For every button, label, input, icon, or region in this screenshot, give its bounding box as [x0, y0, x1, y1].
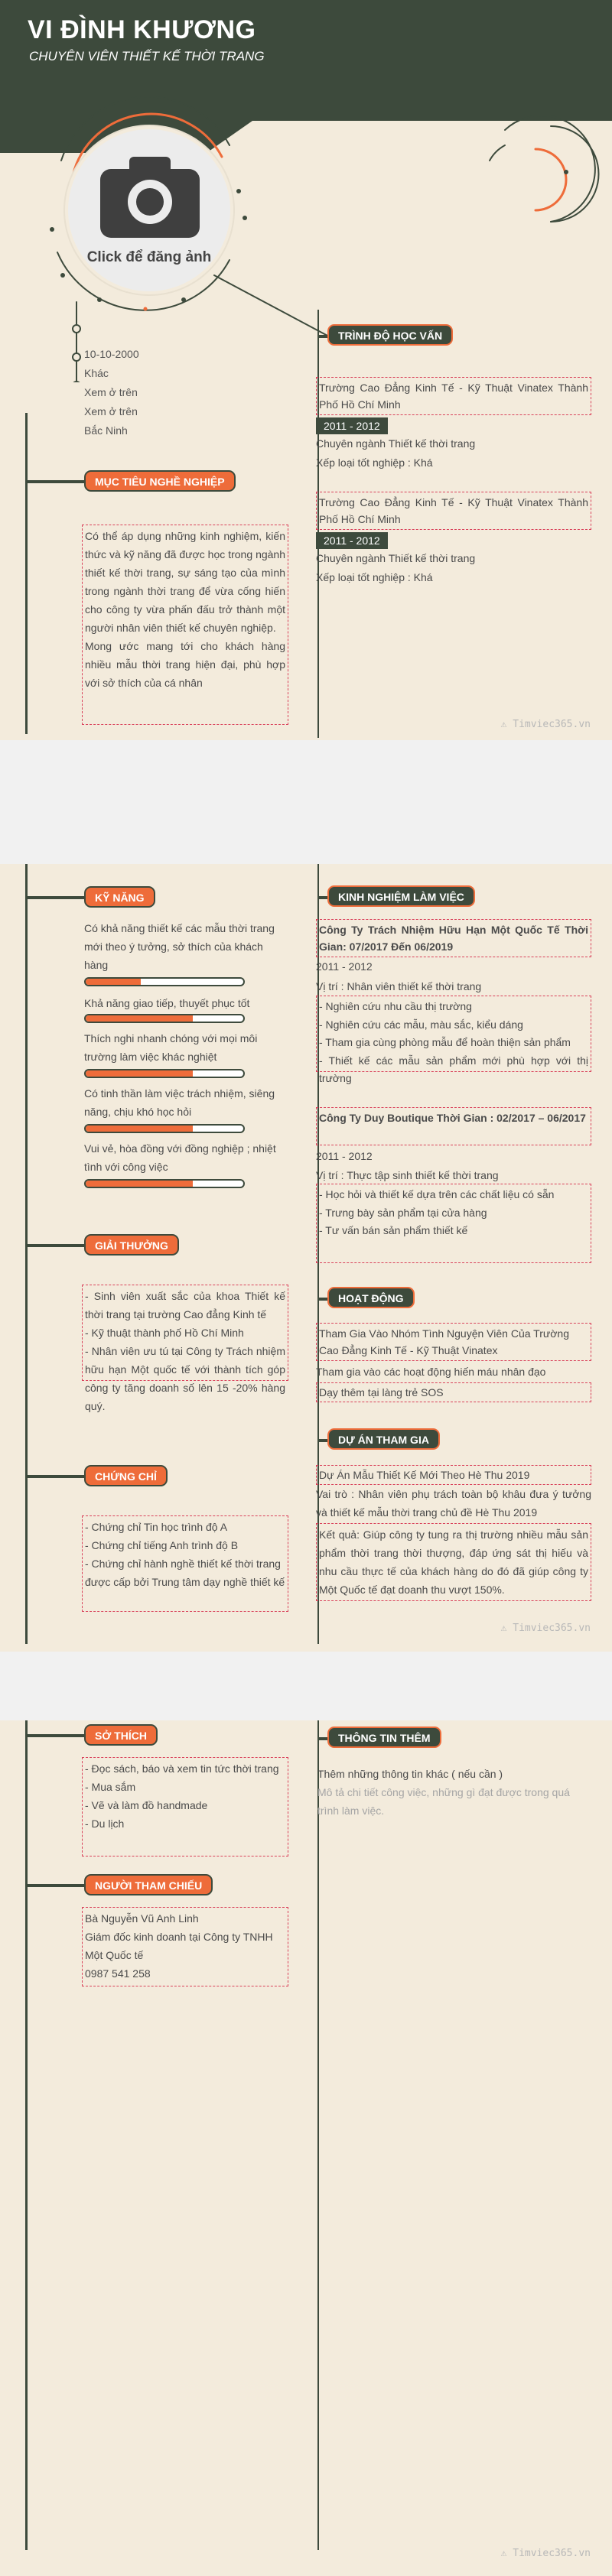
skill-5-label: Vui vẻ, hòa đồng với đồng nghiệp ; nhiệt tình với công việc: [84, 1142, 276, 1173]
education-2-major: Chuyên ngành Thiết kế thời trang: [316, 552, 476, 564]
experience-1-task: - Nghiên cứu các mẫu, màu sắc, kiểu dáng: [319, 1018, 523, 1031]
skill-3-bar: [84, 1069, 245, 1078]
project-title: Dự Án Mẫu Thiết Kế Mới Theo Hè Thu 2019: [316, 1465, 591, 1485]
certificate-3: - Chứng chỉ hành nghề thiết kế thời trang được cấp bởi Trung tâm dạy nghề thiết kế: [85, 1558, 285, 1588]
section-projects: DỰ ÁN THAM GIA: [327, 1428, 440, 1450]
experience-2-task: - Trưng bày sản phẩm tại cửa hàng: [319, 1206, 487, 1219]
education-1-grade: Xếp loại tốt nghiệp : Khá: [316, 456, 433, 469]
activity-2: Tham gia vào các hoạt động hiến máu nhân đạo: [316, 1366, 546, 1378]
award-2: - Kỹ thuật thành phố Hồ Chí Minh: [85, 1327, 244, 1339]
experience-1-position: Vị trí : Nhân viên thiết kế thời trang: [316, 980, 482, 992]
skill-2-bar: [84, 1014, 245, 1023]
education-2-period: 2011 - 2012: [316, 532, 388, 549]
watermark: ⚠ Timviec365.vn: [500, 719, 591, 730]
experience-1-task: - Tham gia cùng phòng mẫu để hoàn thiện sản phẩm: [319, 1036, 571, 1048]
section-experience: KINH NGHIỆM LÀM VIỆC: [327, 885, 475, 907]
skill-3-fill: [86, 1070, 193, 1077]
interests-box: [82, 1757, 288, 1856]
right-timeline: [317, 1720, 319, 2550]
avatar-upload-caption: Click để đăng ảnh: [86, 249, 212, 265]
cv-page-2: [0, 864, 612, 1652]
objective-box: [82, 525, 288, 725]
section-activities: HOẠT ĐỘNG: [327, 1287, 415, 1308]
interest-item: - Đọc sách, báo và xem tin tức thời trang: [85, 1762, 279, 1775]
left-timeline: [25, 1720, 28, 2550]
section-skills: KỸ NĂNG: [84, 886, 155, 908]
education-1-school: Trường Cao Đẳng Kinh Tế - Kỹ Thuật Vinatex Thành Phố Hồ Chí Minh: [316, 377, 591, 415]
section-references: NGƯỜI THAM CHIẾU: [84, 1874, 213, 1895]
experience-2-period: 2011 - 2012: [316, 1150, 373, 1162]
experience-2-company: Công Ty Duy Boutique Thời Gian : 02/2017 – 06/2017: [316, 1107, 591, 1145]
watermark: ⚠ Timviec365.vn: [500, 1623, 591, 1634]
certificates-connector: [25, 1475, 86, 1478]
education-1-period: 2011 - 2012: [316, 417, 388, 434]
skill-1-label: Có khả năng thiết kế các mẫu thời trang mới theo ý tưởng, sở thích của khách hàng: [84, 922, 275, 971]
more-info-placeholder[interactable]: Mô tả chi tiết công việc, những gì đạt được trong quá trình làm việc.: [317, 1786, 570, 1817]
skill-4-label: Có tinh thần làm việc trách nhiệm, siêng năng, chịu khó học hỏi: [84, 1087, 275, 1118]
more-info-title: Thêm những thông tin khác ( nếu cần ): [317, 1768, 503, 1780]
info-email: Xem ở trên: [84, 405, 138, 417]
skill-4-fill: [86, 1126, 193, 1132]
info-gender: Khác: [84, 367, 109, 379]
references-box: [82, 1907, 288, 1986]
objective-connector: [25, 480, 86, 483]
skill-5-bar: [84, 1179, 245, 1188]
skill-2-label: Khả năng giao tiếp, thuyết phục tốt: [84, 997, 250, 1009]
section-awards: GIẢI THƯỞNG: [84, 1234, 179, 1256]
certificate-1: - Chứng chỉ Tin học trình độ A: [85, 1521, 228, 1533]
education-2-school: Trường Cao Đẳng Kinh Tế - Kỹ Thuật Vinatex Thành Phố Hồ Chí Minh: [316, 492, 591, 530]
awards-connector: [25, 1244, 86, 1247]
skill-1-fill: [86, 979, 141, 985]
skills-connector: [25, 896, 86, 899]
award-1: - Sinh viên xuất sắc của khoa Thiết kế thời trang tại trường Cao đẳng Kinh tế: [85, 1290, 285, 1320]
interest-item: - Du lịch: [85, 1817, 125, 1830]
reference-position: Giám đốc kinh doanh tại Công ty TNHH Một Quốc tế: [85, 1931, 273, 1961]
references-connector: [25, 1884, 86, 1887]
watermark: ⚠ Timviec365.vn: [500, 2548, 591, 2559]
objective-text-1: Có thể áp dụng những kinh nghiệm, kiến thức và kỹ năng đã được học trong ngành thiết kế thời trang, sự sáng tạo của mình trong ngành thời trang để vừa cống hiến cho công ty vừa phấn đấu trở thành một người nhân viên thiết kế chuyên nghiệp.: [85, 530, 285, 634]
reference-name: Bà Nguyễn Vũ Anh Linh: [85, 1912, 199, 1925]
candidate-name: VI ĐÌNH KHƯƠNG: [28, 15, 256, 44]
section-certificates: CHỨNG CHỈ: [84, 1465, 168, 1486]
activity-1: Tham Gia Vào Nhóm Tình Nguyện Viên Của Trường Cao Đẳng Kinh Tế - Kỹ Thuật Vinatex: [316, 1323, 591, 1361]
section-interests: SỞ THÍCH: [84, 1724, 158, 1746]
experience-1-period: 2011 - 2012: [316, 960, 373, 973]
certificate-2: - Chứng chỉ tiếng Anh trình độ B: [85, 1539, 239, 1551]
info-address: Bắc Ninh: [84, 424, 128, 437]
experience-1-task: - Nghiên cứu nhu cầu thị trường: [319, 1000, 472, 1012]
project-result: Kết quả: Giúp công ty tung ra thị trường nhiều mẫu sản phẩm thời trang thời thượng, đáp ứng sát thị hiếu và nhu cầu thực tế của khách hàng do đó đã giúp công ty Một Quốc tế đạt doanh thu vượt 150%.: [316, 1523, 591, 1601]
section-more-info: THÔNG TIN THÊM: [327, 1727, 441, 1748]
skill-4-bar: [84, 1124, 245, 1133]
section-education: TRÌNH ĐỘ HỌC VẤN: [327, 324, 453, 346]
education-2-grade: Xếp loại tốt nghiệp : Khá: [316, 571, 433, 583]
experience-2-task: - Học hỏi và thiết kế dựa trên các chất liệu có sẵn: [319, 1188, 555, 1200]
interests-connector: [25, 1734, 86, 1737]
info-birthdate: 10-10-2000: [84, 348, 139, 360]
objective-text-2: Mong ước mang tới cho khách hàng nhiều mẫu thời trang hiện đại, phù hợp với sở thích của cá nhân: [85, 640, 285, 689]
experience-2-task: - Tư vấn bán sản phẩm thiết kế: [319, 1224, 468, 1236]
education-1-major: Chuyên ngành Thiết kế thời trang: [316, 437, 476, 450]
info-phone: Xem ở trên: [84, 386, 138, 398]
skill-5-fill: [86, 1181, 193, 1187]
cv-page-3: [0, 1720, 612, 2576]
skill-1-bar: [84, 977, 245, 986]
awards-box: [82, 1285, 288, 1412]
experience-1-company: Công Ty Trách Nhiệm Hữu Hạn Một Quốc Tế Thời Gian: 07/2017 Đến 06/2019: [316, 919, 591, 957]
section-objective: MỤC TIÊU NGHỀ NGHIỆP: [84, 470, 236, 492]
activity-3: Dạy thêm tại làng trẻ SOS: [316, 1382, 591, 1402]
candidate-role: CHUYÊN VIÊN THIẾT KẾ THỜI TRANG: [29, 49, 265, 63]
experience-2-position: Vị trí : Thực tập sinh thiết kế thời trang: [316, 1169, 499, 1181]
skill-2-fill: [86, 1015, 193, 1022]
camera-icon: [100, 154, 200, 238]
experience-1-tasks: [316, 996, 591, 1084]
avatar[interactable]: [65, 126, 233, 294]
interest-item: - Mua sắm: [85, 1781, 136, 1793]
left-timeline: [25, 413, 28, 734]
certificates-box: [82, 1515, 288, 1612]
experience-2-tasks: [316, 1184, 591, 1263]
skill-3-label: Thích nghi nhanh chóng với mọi môi trường làm việc khác nghiệt: [84, 1032, 258, 1063]
cv-page-1: [0, 0, 612, 740]
experience-1-task: - Thiết kế các mẫu sản phẩm mới phù hợp với thị trường: [319, 1054, 588, 1084]
interest-item: - Vẽ và làm đồ handmade: [85, 1799, 208, 1811]
reference-phone: 0987 541 258: [85, 1967, 151, 1980]
project-role: Vai trò : Nhân viên phụ trách toàn bộ khâu đưa ý tưởng và thiết kế mẫu thời trang chủ đề Hè Thu 2019: [316, 1488, 591, 1519]
award-3: - Nhân viên ưu tú tại Công ty Trách nhiệm hữu hạn Một quốc tế với thành tích góp công ty tăng doanh số lên 15 -20% hàng quý.: [85, 1345, 285, 1412]
left-timeline: [25, 864, 28, 1644]
